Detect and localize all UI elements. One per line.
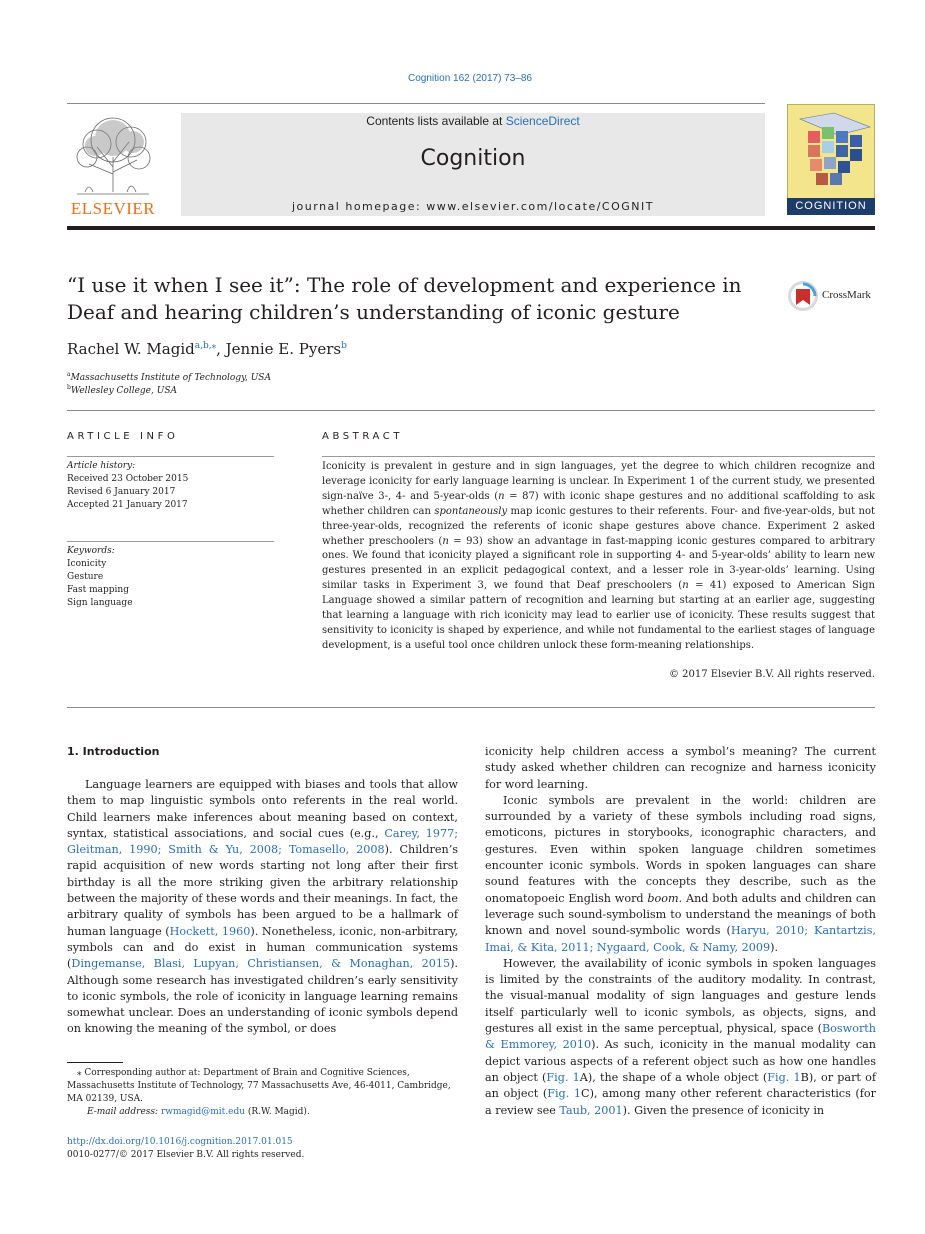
journal-reference-link[interactable]: Cognition 162 (2017) 73–86 bbox=[408, 73, 532, 84]
keyword-item: Sign language bbox=[67, 598, 133, 608]
abstract-text: Iconicity is prevalent in gesture and in sign languages, yet the degree to which children recognize and leverage iconicity for early language learning is unclear. In Experiment 1 of the current study, we presented sign-naïve 3-, 4- and 5-year-olds (n = 87) with iconic shape gestures and no additional scaffolding to ask whether children can spontaneously map iconic gestures to their referents. Four- and five-year-olds, but not three-year-olds, recognized the referents of iconic shape gestures above chance. Experiment 2 asked whether preschoolers (n = 93) show an advantage in fast-mapping iconic gestures compared to arbitrary ones. We found that iconicity played a significant role in supporting 4- and 5-year-olds’ ability to learn new gestures presented in an explicit pedagogical context, and a lesser role in 3-year-olds’ learning. Using similar tasks in Experiment 3, we found that Deaf preschoolers (n = 41) exposed to American Sign Language showed a similar pattern of recognition and learning but starting at an earlier age, suggesting that learning a language with rich iconicity may lead to earlier use of iconicity. These results suggest that sensitivity to iconicity is shaped by experience, and while not fundamental to the earliest stages of language development, is a useful tool once children unlock these form-meaning relationships. bbox=[322, 461, 876, 651]
citation-link[interactable]: Bosworth & Emmorey, 2010 bbox=[485, 1022, 876, 1052]
issn-copyright: 0010-0277/© 2017 Elsevier B.V. All rights reserved. bbox=[67, 1150, 305, 1160]
author-affiliation-marks[interactable]: a,b,⁎ bbox=[194, 341, 217, 351]
affiliation-line bbox=[67, 371, 271, 383]
contents-line bbox=[181, 114, 765, 128]
abstract-rule bbox=[322, 456, 875, 457]
citation-link[interactable]: Taub, 2001 bbox=[559, 1103, 623, 1117]
citation-link[interactable]: Hockett, 1960 bbox=[169, 924, 251, 938]
author-separator: , bbox=[216, 340, 226, 358]
article-title: “I use it when I see it”: The role of development and experience in Deaf and hearing children’s understanding of iconic gesture bbox=[67, 273, 742, 324]
body-paragraph: iconicity help children access a symbol’s meaning? The current study asked whether children can recognize and harness iconicity for word learning. bbox=[485, 745, 876, 791]
citation-link[interactable]: Haryu, 2010; Kantartzis, Imai, & Kita, 2011; Nygaard, Cook, & Namy, 2009 bbox=[485, 924, 876, 954]
affiliation-mark: b bbox=[67, 384, 71, 391]
journal-homepage[interactable]: journal homepage: www.elsevier.com/locate/COGNIT bbox=[292, 200, 654, 213]
citation-link[interactable]: Carey, 1977; Gleitman, 1990; Smith & Yu, 2008; Tomasello, 2008 bbox=[67, 826, 458, 857]
body-paragraph: Language learners are equipped with biases and tools that allow them to map linguistic symbols onto referents in the real world. Child learners make inferences about meaning based on context, syntax, statistical associations, and social cues (e.g., Carey, 1977; Gleitman, 1990; Smith & Yu, 2008; Tomasello, 2008). Children’s rapid acquisition of new words starting not long after their first birthday is all the more striking given the arbitrary relationship between the majority of these words and their meanings. In fact, the arbitrary quality of symbols has been argued to be a hallmark of human language (Hockett, 1960). Nonetheless, iconic, non-arbitrary, symbols can and do exist in human communication systems (Dingemanse, Blasi, Lupyan, Christiansen, & Monaghan, 2015). Although some research has investigated children’s early sensitivity to iconic symbols, the role of iconicity in language learning remains somewhat unclear. Does an understanding of iconic symbols depend on knowing the meaning of the symbol, or does bbox=[67, 778, 459, 1036]
body-paragraph: Iconic symbols are prevalent in the world: children are surrounded by a variety of these symbols including road signs, emoticons, pictures in storybooks, iconographic characters, and gestures. Even within spoken language children sometimes encounter iconic symbols. Words in spoken languages can share sound features with the concepts they describe, such as the onomatopoeic English word boom. And both adults and children can leverage such sound-symbolism to understand the meanings of both known and novel sound-symbolic words (Haryu, 2010; Kantartzis, Imai, & Kita, 2011; Nygaard, Cook, & Namy, 2009). bbox=[485, 793, 876, 954]
body-column-right bbox=[485, 744, 876, 1119]
cover-journal-label: COGNITION bbox=[787, 198, 875, 215]
article-info-rule bbox=[67, 456, 274, 457]
section-heading: 1. Introduction bbox=[67, 745, 160, 758]
footnote-rule bbox=[67, 1062, 123, 1063]
affiliation-text: Massachusetts Institute of Technology, USA bbox=[70, 373, 271, 383]
contents-prefix: Contents lists available at bbox=[366, 114, 506, 128]
history-item: Accepted 21 January 2017 bbox=[67, 500, 188, 510]
history-item: Revised 6 January 2017 bbox=[67, 487, 176, 497]
header-thick-rule bbox=[67, 226, 875, 230]
journal-title: Cognition bbox=[420, 146, 526, 171]
author-list bbox=[67, 340, 347, 358]
author-affiliation-marks[interactable]: b bbox=[341, 341, 347, 351]
abstract-heading: ABSTRACT bbox=[322, 431, 404, 442]
keyword-item: Iconicity bbox=[67, 559, 107, 569]
history-item: Received 23 October 2015 bbox=[67, 474, 189, 484]
crossmark-label[interactable]: CrossMark bbox=[822, 289, 871, 301]
citation-link[interactable]: Dingemanse, Blasi, Lupyan, Christiansen, & Monaghan, 2015 bbox=[71, 957, 451, 971]
doi-link[interactable]: http://dx.doi.org/10.1016/j.cognition.2017.01.015 bbox=[67, 1137, 293, 1147]
figure-link[interactable]: Fig. 1 bbox=[767, 1070, 801, 1084]
figure-link[interactable]: Fig. 1 bbox=[547, 1087, 582, 1101]
article-history bbox=[67, 460, 274, 512]
section-rule bbox=[67, 707, 875, 708]
author-name: Rachel W. Magid bbox=[67, 340, 195, 358]
body-paragraph: However, the availability of iconic symbols in spoken languages is limited by the constraints of the auditory modality. In contrast, the visual-manual modality of sign languages and gesture lends itself particularly well to iconic symbols, as objects, signs, and gestures all exist in the same perceptual, physical, space (Bosworth & Emmorey, 2010). As such, iconicity in the manual modality can depict various aspects of a referent object such as how one handles an object (Fig. 1A), the shape of a whole object (Fig. 1B), or part of an object (Fig. 1C), among many other referent characteristics (for a review see Taub, 2001). Given the presence of iconicity in bbox=[485, 956, 877, 1117]
keyword-item: Fast mapping bbox=[67, 585, 129, 595]
body-column-left bbox=[67, 777, 458, 1038]
corresponding-author-footnote: ⁎ Corresponding author at: Department of Brain and Cognitive Sciences, Massachusetts Institute of Technology, 77 Massachusetts Ave, 46-4011, Cambridge, MA 02139, USA. E-mail address: rwmagid@mit.edu (R.W. Magid). bbox=[67, 1068, 451, 1117]
keywords-block bbox=[67, 545, 274, 610]
elsevier-wordmark: ELSEVIER bbox=[70, 199, 156, 218]
author-name: Jennie E. Pyers bbox=[225, 340, 342, 358]
affiliation-mark: a bbox=[67, 371, 71, 378]
header-rule bbox=[67, 103, 765, 104]
sciencedirect-link[interactable]: ScienceDirect bbox=[505, 114, 580, 128]
abstract-copyright: © 2017 Elsevier B.V. All rights reserved. bbox=[668, 669, 875, 680]
section-rule bbox=[67, 410, 875, 411]
affiliation-line bbox=[67, 384, 177, 396]
article-info-heading: ARTICLE INFO bbox=[67, 431, 179, 442]
keyword-item: Gesture bbox=[67, 572, 104, 582]
keywords-label: Keywords: bbox=[67, 546, 115, 556]
keywords-rule bbox=[67, 541, 274, 542]
article-history-label: Article history: bbox=[67, 461, 136, 471]
author-email-link[interactable]: rwmagid@mit.edu bbox=[160, 1107, 246, 1117]
figure-link[interactable]: Fig. 1 bbox=[546, 1070, 580, 1084]
affiliation-text: Wellesley College, USA bbox=[70, 386, 177, 396]
cover-art bbox=[788, 105, 875, 199]
